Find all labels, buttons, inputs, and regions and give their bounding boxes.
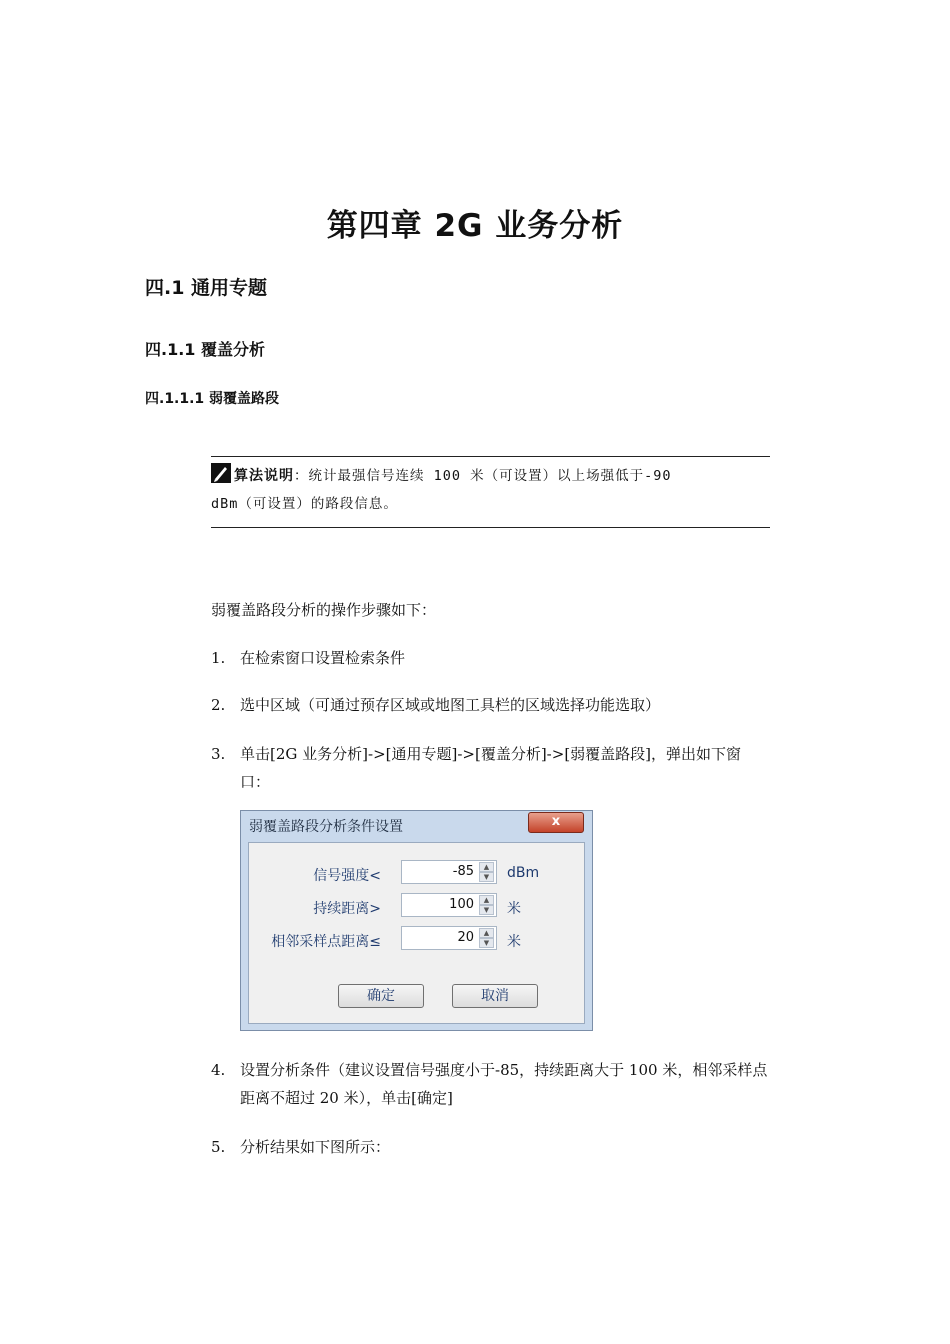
list-item [211,1056,771,1112]
step-number: 1. [211,649,226,667]
note-line1: ：统计最强信号连续 100 米（可设置）以上场强低于-90 [294,468,672,484]
signal-strength-stepper[interactable] [401,860,497,884]
spin-up-icon[interactable]: ▲ [479,862,494,872]
step-text: 设置分析条件（建议设置信号强度小于-85，持续距离大于 100 米，相邻采样点距离不超过 20 米），单击[确定] [240,1061,768,1107]
dialog-body [248,842,585,1024]
signal-strength-unit: dBm [507,865,540,881]
sample-distance-label: 相邻采样点距离≤ [271,934,381,950]
sample-distance-value: 20 [457,930,474,945]
duration-distance-value: 100 [449,897,474,912]
subsubsection-heading: 四.1.1.1 弱覆盖路段 [145,391,280,407]
spin-up-icon[interactable]: ▲ [479,928,494,938]
intro-paragraph: 弱覆盖路段分析的操作步骤如下： [211,601,437,619]
signal-strength-label: 信号强度< [313,868,381,884]
step-number: 5. [211,1138,226,1156]
condition-dialog [240,810,593,1031]
step-text: 在检索窗口设置检索条件 [240,649,406,667]
note-line2: dBm（可设置）的路段信息。 [211,496,398,512]
step-number: 2. [211,696,226,714]
sample-distance-unit: 米 [507,934,521,950]
spin-down-icon[interactable]: ▼ [479,905,494,915]
spin-down-icon[interactable]: ▼ [479,938,494,948]
dialog-title: 弱覆盖路段分析条件设置 [249,819,403,835]
sample-distance-stepper[interactable] [401,926,497,950]
spin-up-icon[interactable]: ▲ [479,895,494,905]
ok-button[interactable]: 确定 [338,984,424,1008]
step-text: 选中区域（可通过预存区域或地图工具栏的区域选择功能选取） [240,696,661,714]
section-heading: 四.1 通用专题 [145,277,268,299]
list-item [211,740,771,796]
step-text: 分析结果如下图所示： [240,1138,391,1156]
duration-distance-label: 持续距离> [313,901,381,917]
duration-distance-unit: 米 [507,901,521,917]
step-text: 单击[2G 业务分析]->[通用专题]->[覆盖分析]->[弱覆盖路段]，弹出如下窗口： [240,745,742,791]
signal-strength-value: -85 [452,864,474,879]
close-button[interactable]: x [528,812,584,833]
spin-down-icon[interactable]: ▼ [479,872,494,882]
list-item [211,691,771,719]
list-item [211,644,771,672]
step-number: 3. [211,745,226,763]
duration-distance-stepper[interactable] [401,893,497,917]
cancel-button[interactable]: 取消 [452,984,538,1008]
step-number: 4. [211,1061,226,1079]
pencil-icon [211,463,231,483]
subsection-heading: 四.1.1 覆盖分析 [145,340,265,359]
chapter-title: 第四章 2G 业务分析 [326,208,624,244]
algorithm-note [211,456,770,528]
list-item [211,1133,771,1161]
note-label: 算法说明 [234,468,294,484]
